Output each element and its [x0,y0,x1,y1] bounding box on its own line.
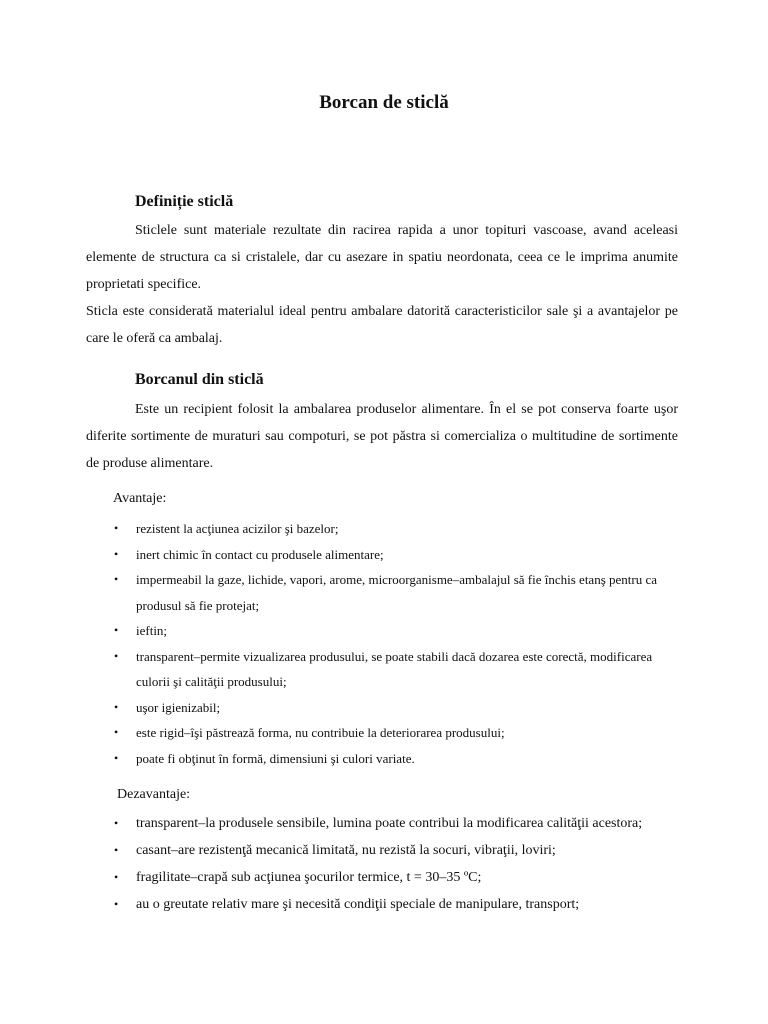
bullet-icon: • [114,572,119,586]
disadvantages-label: Dezavantaje: [117,787,191,802]
bullet-icon: • [114,870,119,884]
list-item-text: impermeabil la gaze, lichide, vapori, arome, microorganisme–ambalajul să fie închis etanş pentru ca produsul să fie protejat; [136,572,658,613]
list-item [0,644,678,695]
list-item-text: transparent–permite vizualizarea produsului, se poate stabili dacă dozarea este corectă, modificarea culorii şi calităţii produsului; [136,648,653,689]
advantages-list [0,516,768,771]
bullet-icon: • [114,897,119,911]
list-item [0,618,678,644]
bullet-icon: • [114,816,119,830]
bullet-icon: • [114,623,119,637]
section-heading-definitie: Definiție sticlă [135,193,234,210]
list-item-text: uşor igienizabil; [136,699,221,715]
list-item [0,516,678,542]
list-item [0,695,678,721]
list-item-text: casant–are rezistenţă mecanică limitată, nu rezistă la socuri, vibraţii, loviri; [136,843,556,858]
bullet-icon: • [114,648,119,663]
list-item [0,542,678,568]
list-item-text: este rigid–îşi păstrează forma, nu contribuie la deteriorarea produsului; [136,725,505,740]
list-item-text: ieftin; [136,623,168,638]
paragraph-definitie: Sticlele sunt materiale rezultate din racirea rapida a unor topituri vascoase, avand aceleasi elemente de structura ca si cristalele, dar cu asezare in spatiu neordonata, ceea ce le imprima anumite proprietati specifice. [86,223,678,292]
bullet-icon: • [114,843,119,857]
bullet-icon: • [114,546,119,561]
bullet-icon: • [114,750,119,765]
bullet-icon: • [114,725,119,739]
list-item-text: au o greutate relativ mare şi necesită condiţii speciale de manipulare, transport; [136,897,580,912]
list-item [0,837,678,864]
list-item-text: inert chimic în contact cu produsele alimentare; [136,546,384,562]
list-item [0,720,678,746]
paragraph-borcan: Este un recipient folosit la ambalarea produselor alimentare. În el se pot conserva foarte uşor diferite sortimente de muraturi sau compoturi, se pot păstra si comercializa o multitudine de sortimente de produse alimentare. [86,402,678,471]
list-item [0,810,678,837]
list-item-text: rezistent la acţiunea acizilor şi bazelor; [136,521,339,536]
disadvantages-list [0,810,768,918]
list-item [0,891,678,918]
list-item [0,864,678,891]
list-item-text: poate fi obţinut în formă, dimensiuni şi culori variate. [136,750,415,766]
document-title: Borcan de sticlă [319,92,449,113]
bullet-icon: • [114,699,119,714]
paragraph-ambalare: Sticla este considerată materialul ideal pentru ambalare datorită caracteristicilor sale şi a avantajelor pe care le oferă ca ambalaj. [86,304,678,346]
section-heading-borcan: Borcanul din sticlă [135,371,264,388]
list-item [0,567,678,618]
list-item-text: transparent–la produsele sensibile, lumina poate contribui la modificarea calităţii acestora; [136,816,643,831]
bullet-icon: • [114,521,119,535]
advantages-label: Avantaje: [113,491,167,506]
list-item-text: fragilitate–crapă sub acţiunea şocurilor termice, t = 30–35 ºC; [136,870,482,885]
list-item [0,746,678,772]
